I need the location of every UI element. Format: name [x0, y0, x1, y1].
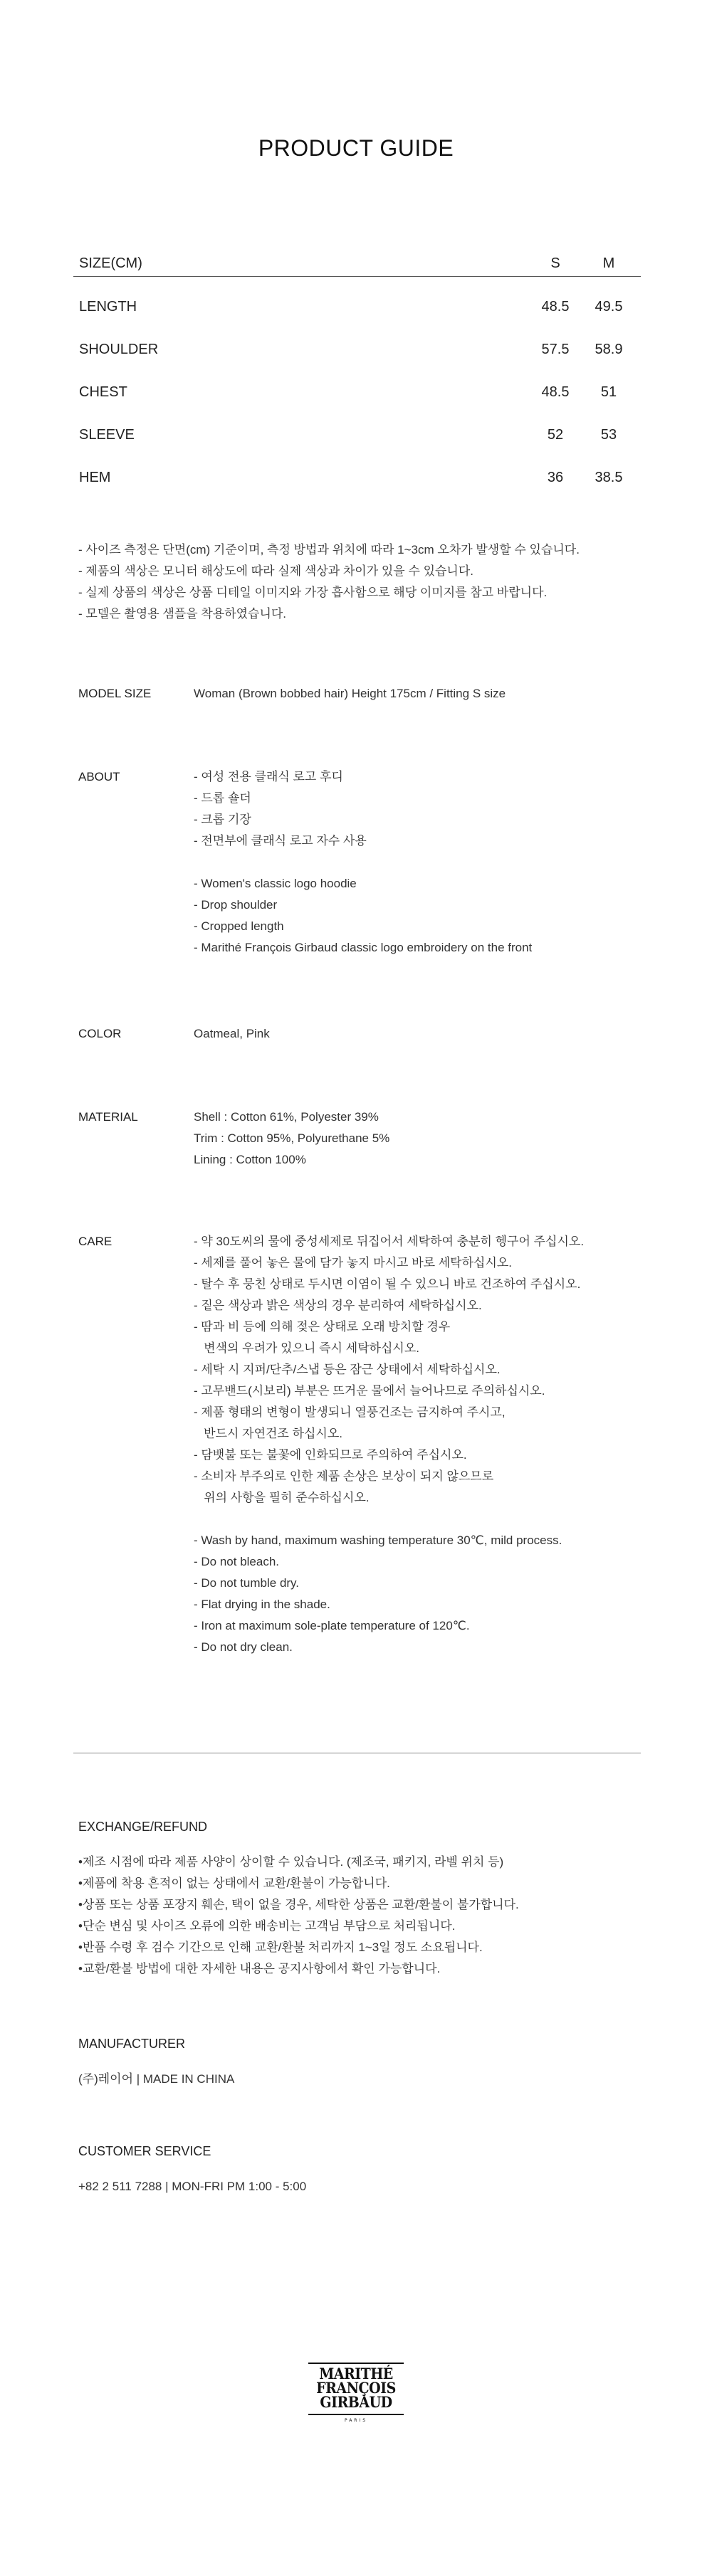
manufacturer-section	[78, 2033, 641, 2090]
care-line: - 탈수 후 뭉친 상태로 두시면 이염이 될 수 있으니 바로 건조하여 주십시오.	[194, 1277, 581, 1291]
color-section	[78, 1023, 641, 1045]
exchange-line: •상품 또는 상품 포장지 훼손, 택이 없을 경우, 세탁한 상품은 교환/환불이 불가합니다.	[78, 1898, 519, 1911]
care-label: CARE	[78, 1235, 112, 1248]
about-label: ABOUT	[78, 770, 120, 783]
brand-logo	[308, 2363, 404, 2427]
table-row	[73, 285, 641, 328]
exchange-line: •교환/환불 방법에 대한 자세한 내용은 공지사항에서 확인 가능합니다.	[78, 1962, 441, 1975]
care-line: - Do not bleach.	[194, 1555, 280, 1568]
note-line: - 제품의 색상은 모니터 해상도에 따라 실제 색상과 차이가 있을 수 있습니다.	[78, 564, 473, 578]
exchange-heading: EXCHANGE/REFUND	[78, 1820, 208, 1834]
material-section	[78, 1107, 641, 1171]
customer-service-value: +82 2 511 7288 | MON-FRI PM 1:00 - 5:00	[78, 2180, 307, 2193]
row-label: CHEST	[79, 384, 127, 400]
logo-subtext: PARIS	[344, 2418, 368, 2423]
row-value-s: 57.5	[541, 341, 570, 357]
care-line: 변색의 우려가 있으니 즉시 세탁하십시오.	[194, 1341, 419, 1355]
row-value-s: 48.5	[541, 384, 570, 400]
care-line: 반드시 자연건조 하십시오.	[194, 1427, 342, 1440]
row-value-s: 36	[547, 469, 564, 485]
size-table-header	[73, 251, 641, 277]
row-value-s: 52	[547, 426, 564, 443]
row-label: SLEEVE	[79, 426, 135, 443]
page-title: PRODUCT GUIDE	[258, 135, 454, 161]
manufacturer-heading: MANUFACTURER	[78, 2037, 186, 2051]
exchange-line: •제조 시점에 따라 제품 사양이 상이할 수 있습니다. (제조국, 패키지, 라벨 위치 등)	[78, 1855, 504, 1869]
about-line: - 드롭 숄더	[194, 791, 251, 805]
size-header-s: S	[550, 255, 560, 271]
material-label: MATERIAL	[78, 1110, 138, 1124]
size-header-m: M	[602, 255, 615, 271]
care-line: - 짙은 색상과 밝은 색상의 경우 분리하여 세탁하십시오.	[194, 1299, 482, 1312]
care-line: - 제품 형태의 변형이 발생되니 열풍건조는 금지하여 주시고,	[194, 1405, 506, 1419]
model-size-section	[78, 683, 641, 704]
table-row	[73, 371, 641, 413]
row-label: LENGTH	[79, 298, 137, 315]
color-label: COLOR	[78, 1027, 122, 1040]
care-line: - Do not dry clean.	[194, 1640, 293, 1654]
customer-service-heading: CUSTOMER SERVICE	[78, 2144, 211, 2158]
row-value-m: 51	[600, 384, 617, 400]
about-line: - Marithé François Girbaud classic logo embroidery on the front	[194, 941, 533, 954]
material-line: Shell : Cotton 61%, Polyester 39%	[194, 1110, 379, 1124]
manufacturer-value: (주)레이어 | MADE IN CHINA	[78, 2072, 235, 2086]
size-header-label: SIZE(CM)	[79, 255, 142, 271]
model-size-value: Woman (Brown bobbed hair) Height 175cm / Fitting S size	[194, 687, 506, 700]
row-value-m: 38.5	[595, 469, 623, 485]
row-value-m: 58.9	[595, 341, 623, 357]
about-line: - 크롭 기장	[194, 813, 251, 826]
table-row	[73, 456, 641, 499]
row-value-s: 48.5	[541, 298, 570, 315]
customer-service-section	[78, 2140, 641, 2197]
care-line: 위의 사항을 필히 준수하십시오.	[194, 1491, 370, 1504]
model-size-label: MODEL SIZE	[78, 687, 152, 700]
exchange-line: •반품 수령 후 검수 기간으로 인해 교환/환불 처리까지 1~3일 정도 소요됩니다.	[78, 1941, 483, 1954]
care-line: - Wash by hand, maximum washing temperature 30℃, mild process.	[194, 1534, 562, 1547]
logo-word: MARITHÉ	[319, 2365, 393, 2383]
note-line: - 모델은 촬영용 샘플을 착용하였습니다.	[78, 607, 287, 621]
exchange-line: •단순 변심 및 사이즈 오류에 의한 배송비는 고객님 부담으로 처리됩니다.	[78, 1919, 456, 1933]
about-line: - 여성 전용 클래식 로고 후디	[194, 770, 343, 783]
exchange-line: •제품에 착용 흔적이 없는 상태에서 교환/환불이 가능합니다.	[78, 1876, 390, 1890]
logo-word: FRANÇOIS	[316, 2379, 396, 2397]
note-line: - 사이즈 측정은 단면(cm) 기준이며, 측정 방법과 위치에 따라 1~3cm 오차가 발생할 수 있습니다.	[78, 543, 580, 556]
about-section	[78, 766, 641, 959]
row-value-m: 53	[600, 426, 617, 443]
care-line: - Iron at maximum sole-plate temperature of 120℃.	[194, 1619, 470, 1632]
care-line: - 고무밴드(시보리) 부분은 뜨거운 물에서 늘어나므로 주의하십시오.	[194, 1384, 545, 1398]
about-line: - Cropped length	[194, 919, 284, 933]
color-value: Oatmeal, Pink	[194, 1027, 270, 1040]
care-line: - 소비자 부주의로 인한 제품 손상은 보상이 되지 않으므로	[194, 1469, 494, 1483]
row-label: HEM	[79, 469, 111, 485]
size-table	[73, 251, 641, 499]
care-line: - 약 30도씨의 물에 중성세제로 뒤집어서 세탁하여 충분히 헹구어 주십시오.	[194, 1235, 585, 1248]
table-row	[73, 413, 641, 456]
exchange-refund-section	[78, 1816, 641, 1980]
material-line: Trim : Cotton 95%, Polyurethane 5%	[194, 1131, 390, 1145]
logo-rule	[308, 2363, 404, 2364]
care-line: - Do not tumble dry.	[194, 1576, 300, 1590]
care-line: - 담뱃불 또는 불꽃에 인화되므로 주의하여 주십시오.	[194, 1448, 467, 1462]
row-value-m: 49.5	[595, 298, 623, 315]
about-line: - Drop shoulder	[194, 898, 278, 912]
care-section	[78, 1231, 641, 1658]
care-line: - 세탁 시 지퍼/단추/스냅 등은 잠근 상태에서 세탁하십시오.	[194, 1363, 501, 1376]
care-line: - Flat drying in the shade.	[194, 1598, 330, 1611]
table-row	[73, 328, 641, 371]
note-line: - 실제 상품의 색상은 상품 디테일 이미지와 가장 흡사함으로 해당 이미지를 참고 바랍니다.	[78, 586, 548, 599]
row-label: SHOULDER	[79, 341, 159, 357]
material-line: Lining : Cotton 100%	[194, 1153, 306, 1166]
about-line: - Women's classic logo hoodie	[194, 877, 357, 890]
care-line: - 세제를 풀어 놓은 물에 담가 놓지 마시고 바로 세탁하십시오.	[194, 1256, 513, 1269]
logo-word: GIRBAUD	[320, 2393, 392, 2412]
size-notes	[78, 539, 580, 625]
care-line: - 땀과 비 등에 의해 젖은 상태로 오래 방치할 경우	[194, 1320, 451, 1334]
logo-rule	[308, 2414, 404, 2415]
about-line: - 전면부에 클래식 로고 자수 사용	[194, 834, 367, 848]
